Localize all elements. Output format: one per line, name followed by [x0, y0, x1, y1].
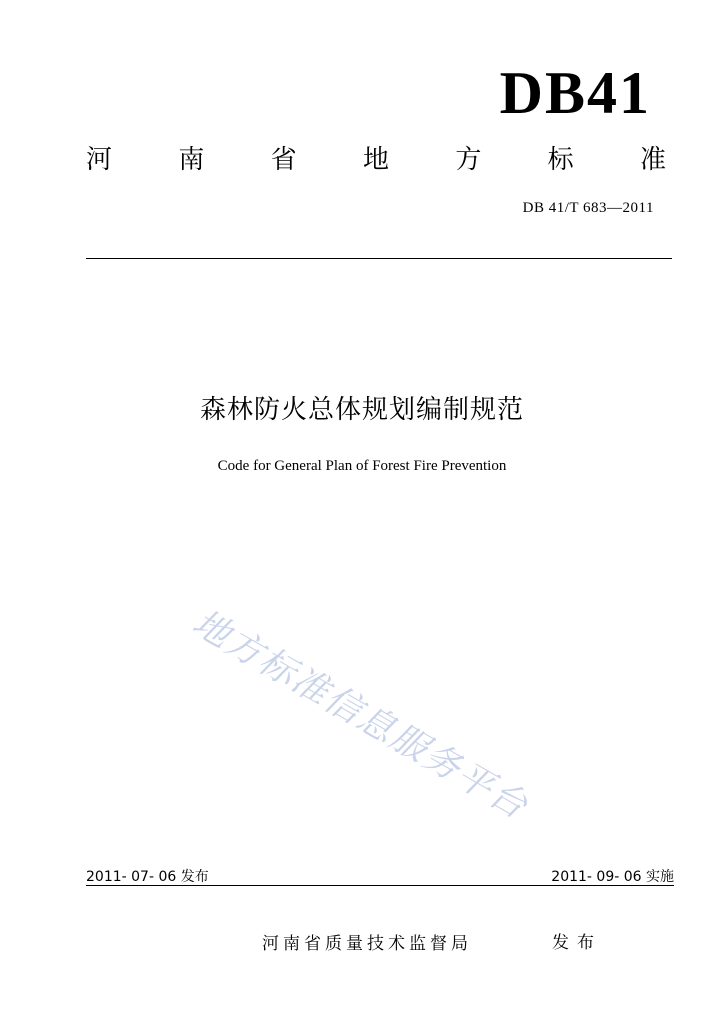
- db-code: DB41: [499, 60, 651, 126]
- watermark: [170, 570, 610, 870]
- issuing-organization: 河南省质量技术监督局: [262, 934, 472, 954]
- standard-type-char: 南: [178, 145, 205, 175]
- standard-type-heading: [86, 142, 666, 178]
- standard-type-char: 方: [455, 145, 482, 175]
- watermark-text: 地方标准信息服务平台: [185, 602, 536, 828]
- document-title: 森林防火总体规划编制规范: [199, 395, 524, 425]
- header-divider: [86, 258, 672, 259]
- issuing-action: 发布: [552, 933, 602, 953]
- standard-type-char: 省: [270, 145, 297, 175]
- issue-date: 2011- 07- 06 发布: [86, 869, 209, 885]
- standard-number: DB 41/T 683—2011: [522, 200, 654, 216]
- footer-divider: [86, 885, 674, 886]
- standard-type-char: 标: [547, 145, 574, 175]
- standard-type-char: 河: [86, 145, 113, 175]
- standard-type-char: 准: [639, 145, 666, 175]
- document-subtitle-english: Code for General Plan of Forest Fire Prevention: [217, 458, 507, 474]
- implementation-date: 2011- 09- 06 实施: [551, 869, 674, 885]
- standard-type-char: 地: [362, 145, 389, 175]
